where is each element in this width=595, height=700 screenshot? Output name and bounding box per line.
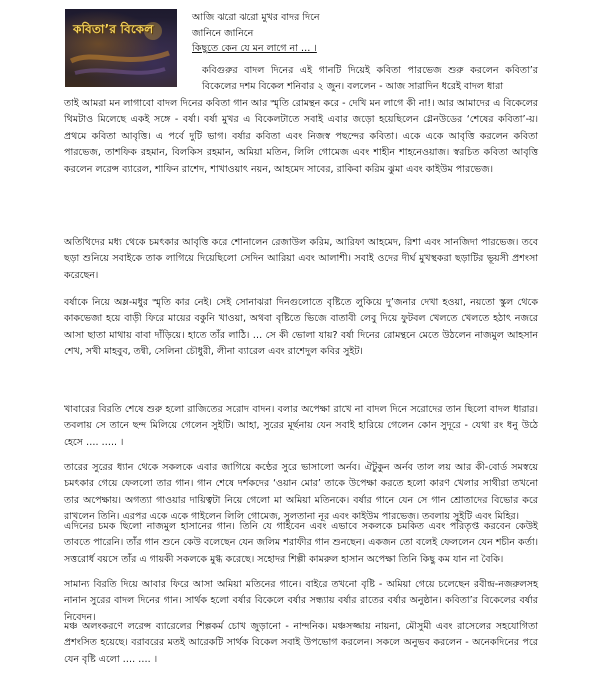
paragraph-sarod: খাবারের বিরতি শেষে শুরু হলো রাজিতের সরোদ বাদন। বলার অপেক্ষা রাখে না বাদল দিনে সরোদের তান ছিলো বাদল ধারার। তবলায় সে তানে ছন্দ মিলিয়ে গেলেন সুইটি। আহা, সুরের মূর্ছনায় যেন সবাই হারিয়ে গেলেন কোন সুদূরে - যেথা রং ধনু উঠে হেসে …. ….. । (64, 404, 538, 448)
paragraph-surprise: এদিনের চমক ছিলো নাজমুল হাসানের গান। তিনি যে গাইবেন এবং এভাবে সকলকে চমকিত এবং পরিতৃপ্ত করবেন কেউই তাবতে পারেনি। তাঁর গান শুনে কেউ বলেছেন যেন জলিম শরাফীর গান শুনছেন। একজন তো বলেই ফেললেন যেন শচীন কর্তা। সত্তরোর্ধ বয়সে তাঁর এ গায়কী সকলকে মুগ্ধ করেছে। সহোদর শিল্পী কামরুল হাসান অপেক্ষা তিনি কিছু কম যান না বৈকি। (64, 521, 538, 565)
poem-line: জানিনে জানিনে (192, 27, 254, 39)
logo-title: কবিতা’র বিকেল (73, 22, 154, 36)
poem-line: আজি ঝরো ঝরো মুখর বাদর দিনে (192, 12, 320, 23)
paragraph-guests: অতিথিদের মধ্য থেকে চমৎকার আবৃত্তি করে শোনালেন রেজাউল করিম, আরিফা আহমেদ, রিশা এবং সানজিদা পারভেজ। তবে ছড়া শুনিয়ে সবাইকে তাক লাগিয়ে দিয়েছিলো সেদিন আরিয়া এবং আলাশী। সবাই ওদের দীর্ঘ মুখস্থকরা ছড়াটির ভূয়সী প্রশংসা করেছেন। (64, 237, 538, 281)
paragraph-intro-head: কবিগুরুর বাদল দিনের এই গানটি দিয়েই কবিতা পারভেজ শুরু করলেন কবিতা’র বিকেলের দশম বিকেল শনিবার ২ জুন। বললেন - আজ সারাদিন ধরেই বাদল ধারা (202, 65, 538, 93)
paragraph-decoration: মঞ্চ অলংকরণে লরেন্স ব্যারেলের শিল্পকর্ম চোখ জুড়ানো - নান্দনিক। মঞ্চসজ্জায় নায়না, মৌসুমী এবং রাসেলের সহযোগিতা প্রশংসিত হয়েছে। বরাবরের মতই আরেকটি সার্থক বিকেল সবাই উপভোগ করলেন। সকলে অনুভব করলেন - অনেকদিনের পরে যেন বৃষ্টি এলো …. …. । (64, 621, 538, 665)
poem-line: কিছুতে কেন যে মন লাগে না … । (192, 43, 317, 54)
paragraph-evening: সামান্য বিরতি দিয়ে আবার ফিরে আসা অমিয়া মতিনের গানে। বাইরে তখনো বৃষ্টি - অমিয়া গেয়ে চলেছেন রবীন্দ্র-নজরুলসহ নানান সুরের বাদল দিনের গান। সার্থক হলো বর্ষার বিকেলে বর্ষার সন্ধ্যায় বর্ষার রাতের বর্ষার অনুষ্ঠান। কবিতা’র বিকেলের বর্ষার নিবেদন। (64, 579, 538, 623)
paragraph-songs: তারের সুরের ধ্যান থেকে সকলকে এবার জাগিয়ে কণ্ঠের সুরে ভাসালো অর্নব। ঐটুকুন অর্নব তাল লয় আর কী-বোর্ড সমস্বয়ে চমৎকার গেয়ে ফেললো তার গান। গান শেষে দর্শকদের ‘ওয়ান মোর’ তাকে উপেক্ষা করতে হলো কারণ খেলার সাথীরা তখনো তার অপেক্ষায়। অগত্যা গাওয়ার দায়িত্বটা নিয়ে গেলো মা অমিয়া মতিনকে। বর্ষার গানে যেন সে গান শ্রোতাদের বিভোর করে রাখলেন তিনি। এরপর একে একে গাইলেন লিলি গোমেজ, সুলতানা নূর এবং কাইউম পারভেজ। তবলায় সুইটি এবং মিহির। (64, 462, 538, 523)
paragraph-intro-body: তাই আমরা মন লাগাবো বাদল দিনের কবিতা গান আর স্মৃতি রোমন্থন করে - দেখি মন লাগে কী না!। আর আমাদের এ বিকেলের থিমটাও মিলেছে একই সঙ্গে - বর্ষা। বর্ষা মুখর এ বিকেলটাতে সবাই এবার জড়ো হয়েছিলেন গ্লেনউডের ‘শেষের কবিতা’-য়। প্রথমে কবিতা আবৃত্তি। এ পর্বে দুটি ভাগ। বর্ষার কবিতা এবং নিজস্ব পছন্দের কবিতা। একে একে আবৃত্তি করলেন কবিতা পারভেজ, তাশফিক রহমান, বিলকিস রহমান, অমিয়া মতিন, লিলি গোমেজ এবং শাহীন শাহনেওয়াজ। স্বরচিত কবিতা আবৃত্তি করলেন লরেন্স ব্যারেল, শাফিন রাশেদ, শাখাওয়াৎ নয়ন, আহমেদ সাবের, রাকিবা করিম ঝুমা এবং কাইউম পারভেজ। (64, 98, 538, 175)
paragraph-memories: বর্ষাকে নিয়ে অম্ল-মধুর স্মৃতি কার নেই। সেই সোনাঝরা দিনগুলোতে বৃষ্টিতে লুকিয়ে দু’জনার দেখা হওয়া, নয়তো স্কুল থেকে কাকভেজা হয়ে বাড়ী ফিরে মায়ের বকুনি খাওয়া, অথবা বৃষ্টিতে ভিজে বাতাবী লেবু দিয়ে ফুটবল খেলতে খেলতে হঠাৎ নজরে আসা ছাতা মাথায় বাবা দাঁড়িয়ে। হাতে তাঁর লাঠি। … সে কী ভোলা যায়? বর্ষা দিনের রোমন্থনে মেতে উঠলেন নাজমুল আহসান শেখ, সখী মাহবুব, তন্বী, সেলিনা চৌধুরী, লীনা ব্যারেল এবং রাশেদুল কবির সুইট। (64, 297, 538, 358)
kobitar-bikel-logo (65, 9, 177, 87)
poem-excerpt (192, 10, 320, 57)
